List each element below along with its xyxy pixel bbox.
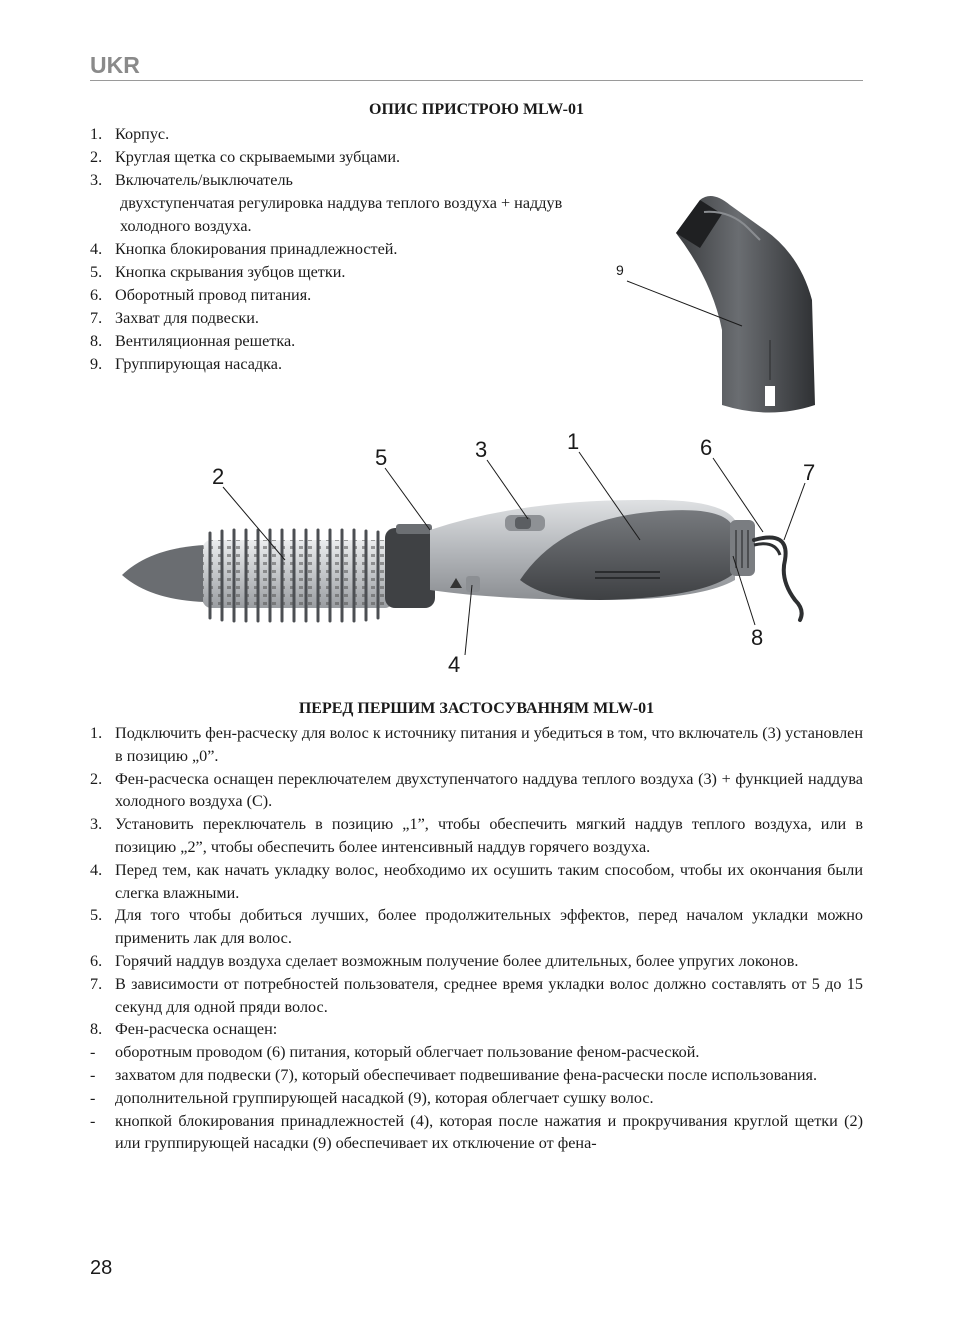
callout-9: 9 bbox=[616, 262, 624, 278]
callout-8: 8 bbox=[751, 625, 764, 650]
callout-2: 2 bbox=[212, 464, 225, 489]
callout-5: 5 bbox=[375, 445, 388, 470]
callout-6: 6 bbox=[700, 435, 713, 460]
concentrator-nozzle bbox=[676, 196, 815, 413]
list-item: 6. Оборотный провод питания. bbox=[90, 286, 312, 304]
list-item: 1. Корпус. bbox=[90, 125, 170, 143]
hair-styler bbox=[122, 500, 802, 621]
first-use-list bbox=[90, 722, 863, 1155]
callout-7: 7 bbox=[803, 460, 816, 485]
list-item: 7. В зависимости от потребностей пользователя, среднее время укладки волос должно составлять от 5 до 15 секунд для одной пряди волос. bbox=[90, 974, 863, 1016]
list-item: 6. Горячий наддув воздуха сделает возможным получение более длительных, более упругих локонов. bbox=[90, 951, 799, 970]
list-item: 1. Подключить фен-расческу для волос к источнику питания и убедиться в том, что включатель (3) установлен в позицию „0”. bbox=[90, 724, 863, 765]
list-item: 8. Фен-расческа оснащен: bbox=[90, 1020, 278, 1039]
list-item: 7. Захват для подвески. bbox=[90, 309, 259, 327]
list-item: 9. Группирующая насадка. bbox=[90, 355, 283, 373]
list-item: - дополнительной группирующей насадкой (9), которая облегчает сушку волос. bbox=[90, 1088, 654, 1107]
callout-1: 1 bbox=[567, 429, 580, 454]
list-item: - оборотным проводом (6) питания, который облегчает пользование феном-расческой. bbox=[90, 1043, 700, 1062]
list-item: 8. Вентиляционная решетка. bbox=[90, 332, 296, 350]
list-item: - захватом для подвески (7), который обеспечивает подвешивание фена-расчески после использования. bbox=[90, 1065, 818, 1084]
list-item: 4. Перед тем, как начать укладку волос, необходимо их осушить таким способом, чтобы их окончания были слегка влажными. bbox=[90, 860, 863, 902]
list-item: 3. Включатель/выключатель двухступенчатая регулировка наддува теплого воздуха + наддув холодного воздуха. bbox=[90, 169, 610, 238]
language-label: UKR bbox=[90, 52, 140, 78]
section-title-description: ОПИС ПРИСТРОЮ MLW-01 bbox=[369, 101, 584, 118]
list-item: - кнопкой блокирования принадлежностей (4), которая после нажатия и прокручивания круглой щетки (2) или группирующей насадки (9) обеспечивает их отключение от фена- bbox=[90, 1111, 863, 1153]
list-item: 4. Кнопка блокирования принадлежностей. bbox=[90, 240, 398, 258]
list-item: 5. Для того чтобы добиться лучших, более продолжительных эффектов, перед началом укладки можно применить лак для волос. bbox=[90, 906, 863, 948]
list-item: 3. Установить переключатель в позицию „1”, чтобы обеспечить мягкий наддув теплого воздуха, или в позицию „2”, чтобы обеспечить более интенсивный наддув горячего воздуха. bbox=[90, 815, 863, 856]
list-item: 2. Фен-расческа оснащен переключателем двухступенчатого наддува теплого воздуха (3) + функцией наддува холодного воздуха (C). bbox=[90, 769, 863, 811]
list-item: 5. Кнопка скрывания зубцов щетки. bbox=[90, 263, 346, 281]
callout-4: 4 bbox=[448, 652, 461, 677]
callout-3: 3 bbox=[475, 437, 488, 462]
page-number: 28 bbox=[90, 1257, 113, 1279]
list-item: 2. Круглая щетка со скрываемыми зубцами. bbox=[90, 148, 401, 166]
section-title-first-use: ПЕРЕД ПЕРШИМ ЗАСТОСУВАННЯМ MLW-01 bbox=[298, 700, 655, 717]
list-item-subtext: двухступенчатая регулировка наддува теплого воздуха + наддув холодного воздуха. bbox=[120, 194, 563, 235]
